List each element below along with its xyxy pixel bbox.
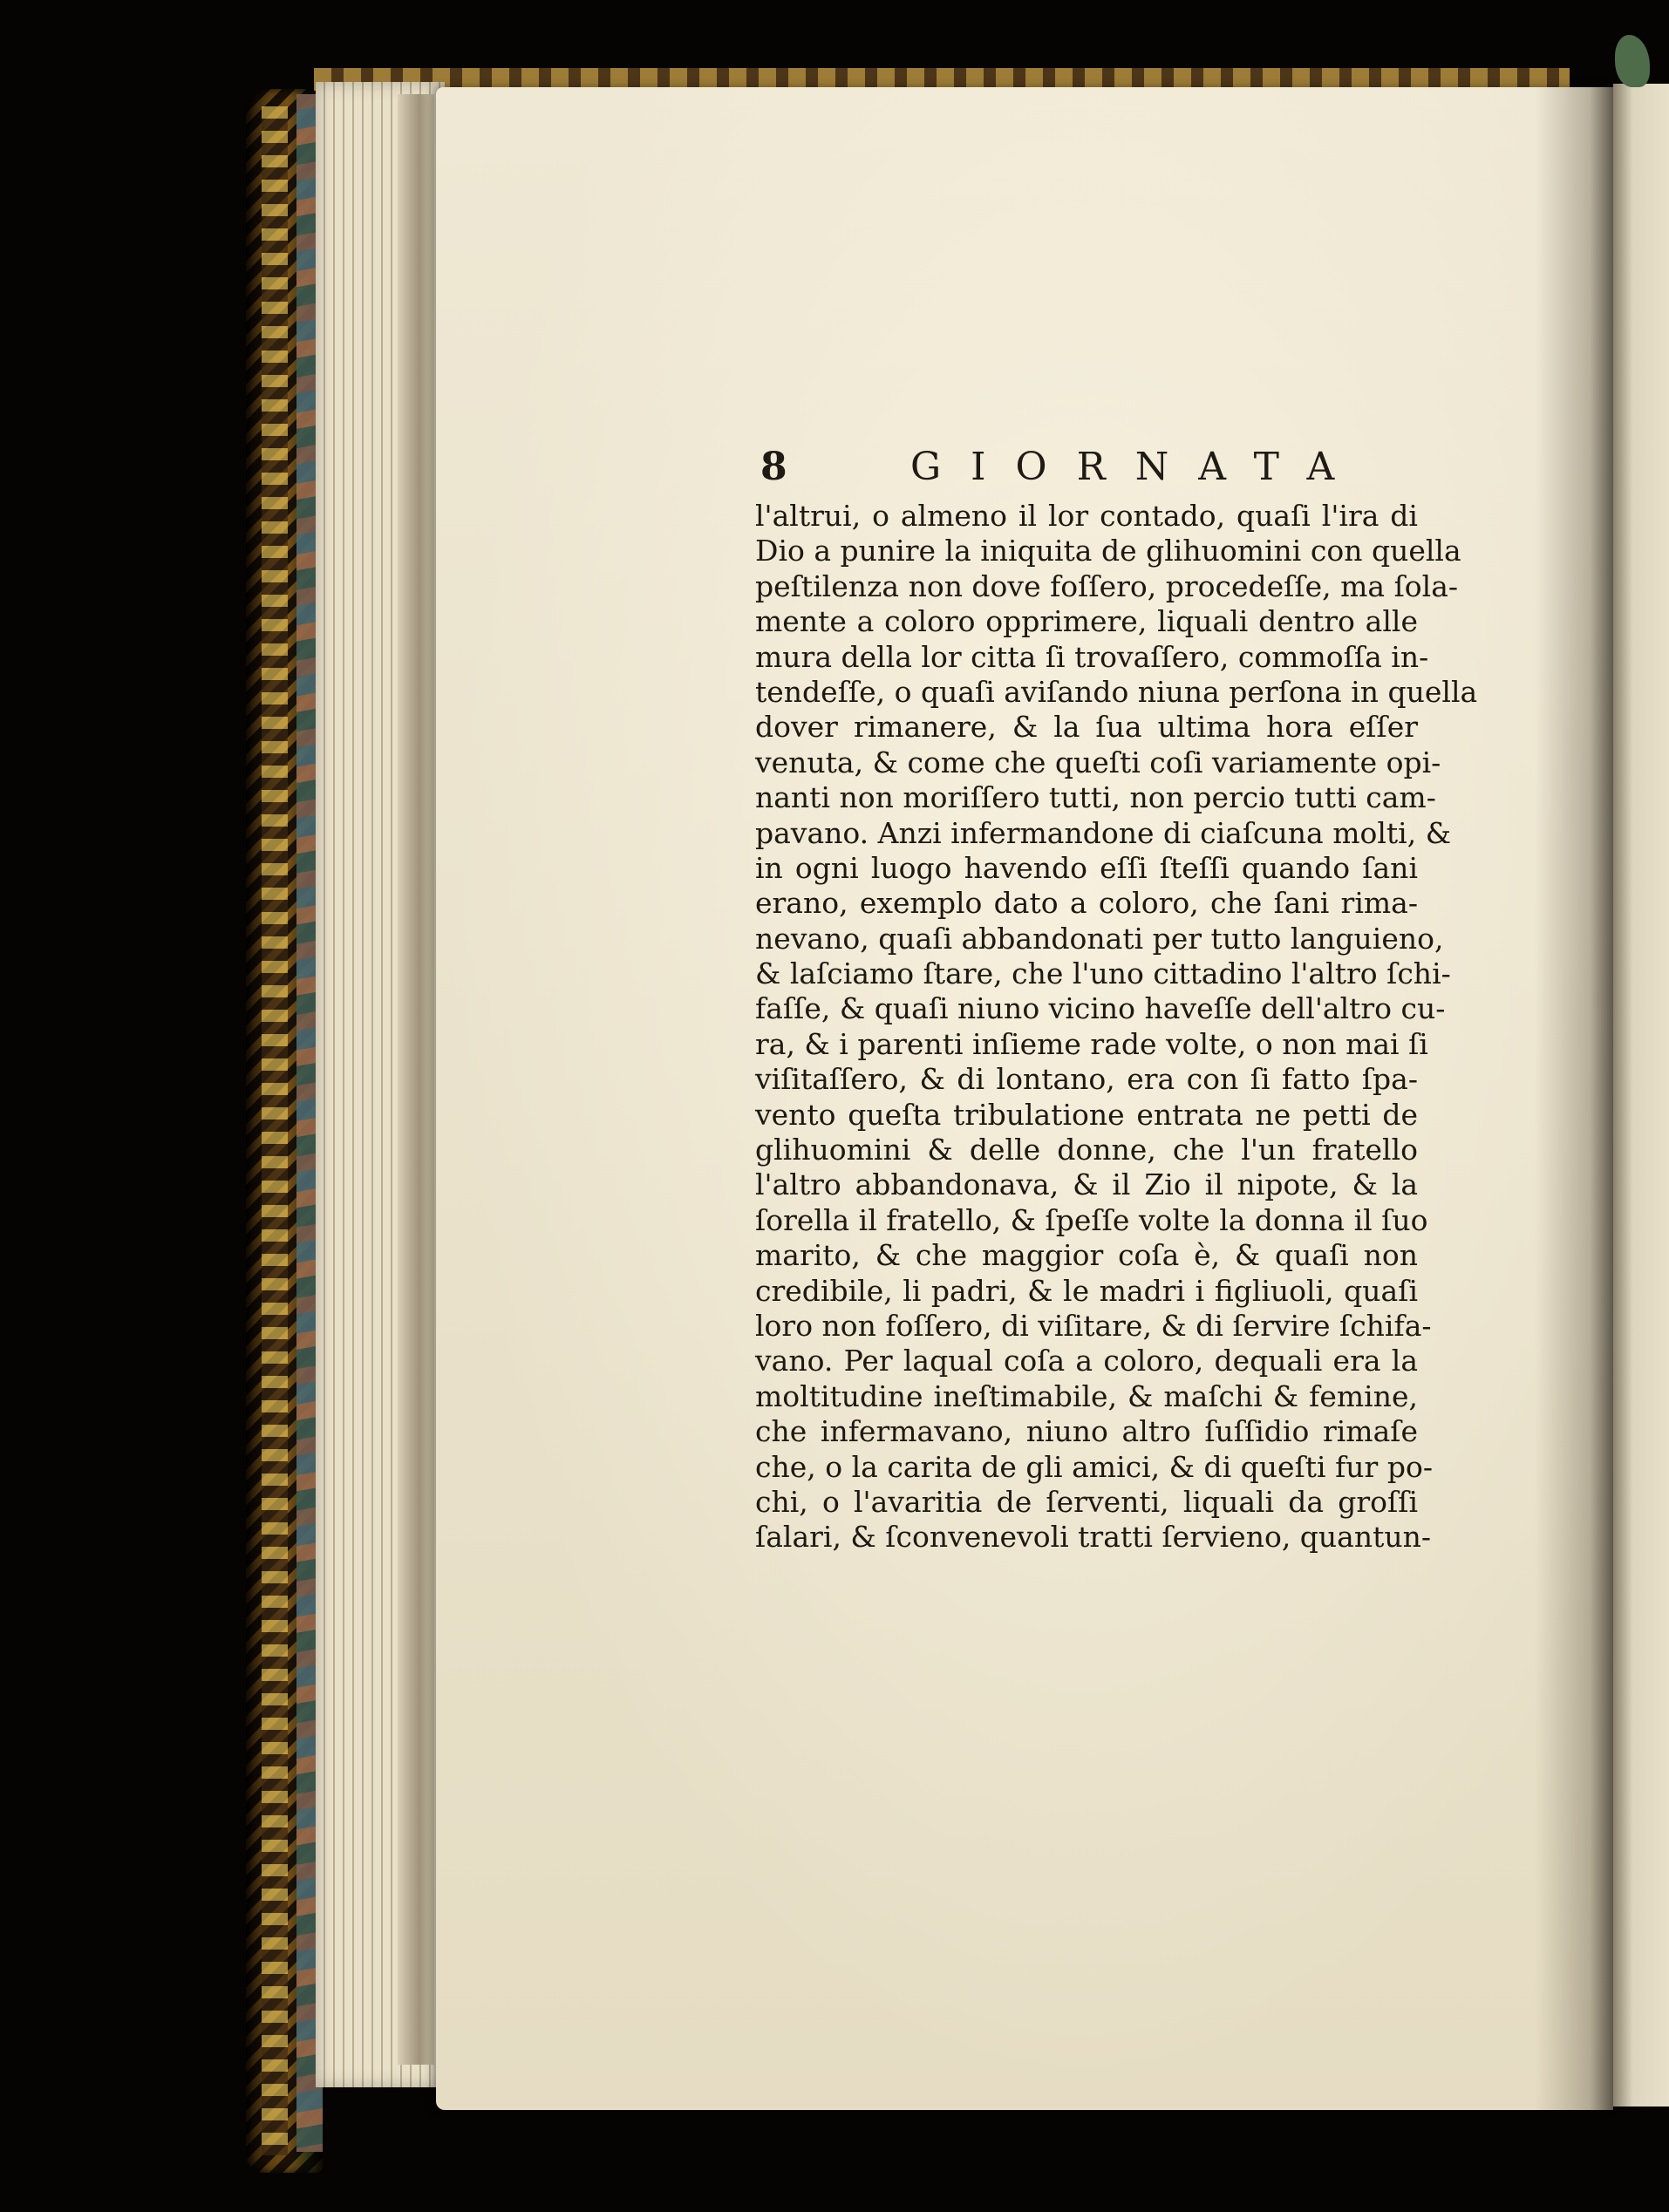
text-line: faſſe, & quaſi niuno vicino haveſſe dell'altro cu-: [755, 991, 1446, 1026]
text-line: erano, exemplo dato a coloro, che ſani rima-: [755, 886, 1418, 921]
text-line: chi, o l'avaritia de ſerventi, liquali da groſſi: [755, 1484, 1418, 1519]
bookmark-ribbon: [1615, 35, 1650, 87]
leaf-shadow: [398, 94, 434, 2065]
text-line: che infermavano, niuno altro ſuſſidio rimaſe: [755, 1414, 1418, 1449]
text-line: ſorella il fratello, & ſpeſſe volte la donna il ſuo: [755, 1202, 1428, 1237]
text-line: vento queſta tribulatione entrata ne petti de: [755, 1097, 1418, 1132]
gutter-shadow: [1535, 87, 1613, 2110]
page-header: [760, 441, 1423, 493]
text-line: pavano. Anzi infermandone di ciaſcuna molti, &: [755, 815, 1452, 850]
text-line: & laſciamo ſtare, che l'uno cittadino l'altro ſchi-: [755, 956, 1451, 991]
text-line: ſalari, & ſconvenevoli tratti ſervieno, quantun-: [755, 1520, 1432, 1555]
text-line: tendeſſe, o quaſi aviſando niuna perſona in quella: [755, 674, 1478, 709]
facing-page: [1613, 84, 1669, 2107]
text-line: moltitudine ineſtimabile, & maſchi & femine,: [755, 1378, 1418, 1413]
text-line: viſitaſſero, & di lontano, era con ſi fatto ſpa-: [755, 1062, 1418, 1097]
text-line: loro non foſſero, di viſitare, & di ſervire ſchifa-: [755, 1308, 1432, 1343]
text-line: che, o la carita de gli amici, & di queſti fur po-: [755, 1449, 1433, 1484]
body-text: [755, 499, 1478, 1555]
text-line: venuta, & come che queſti coſi variamente opi-: [755, 745, 1441, 779]
text-line: marito, & che maggior coſa è, & quaſi non: [755, 1238, 1418, 1273]
text-line: peſtilenza non dove foſſero, procedeſſe, ma ſola-: [755, 568, 1459, 603]
text-line: nevano, quaſi abbandonati per tutto languieno,: [755, 921, 1444, 956]
text-line: ra, & i parenti inſieme rade volte, o non mai ſi: [755, 1026, 1428, 1061]
text-line: mura della lor citta ſi trovaſſero, commoſſa in-: [755, 639, 1429, 674]
text-line: dover rimanere, & la ſua ultima hora eſſer: [755, 710, 1418, 745]
text-line: glihuomini & delle donne, che l'un fratello: [755, 1133, 1418, 1167]
text-line: vano. Per laqual coſa a coloro, dequali era la: [755, 1344, 1418, 1378]
text-line: Dio a punire la iniquita de glihuomini con quella: [755, 534, 1461, 568]
text-line: l'altrui, o almeno il lor contado, quaſi l'ira di: [755, 499, 1418, 533]
running-head: GIORNATA: [910, 445, 1365, 489]
text-line: credibile, li padri, & le madri i figliuoli, quaſi: [755, 1273, 1418, 1308]
text-line: in ogni luogo havendo eſſi ſteſſi quando ſani: [755, 850, 1418, 885]
text-line: nanti non moriſſero tutti, non percio tutti cam-: [755, 780, 1436, 815]
text-line: l'altro abbandonava, & il Zio il nipote, & la: [755, 1167, 1418, 1202]
text-line: mente a coloro opprimere, liquali dentro alle: [755, 604, 1418, 639]
page-number: 8: [760, 445, 787, 489]
